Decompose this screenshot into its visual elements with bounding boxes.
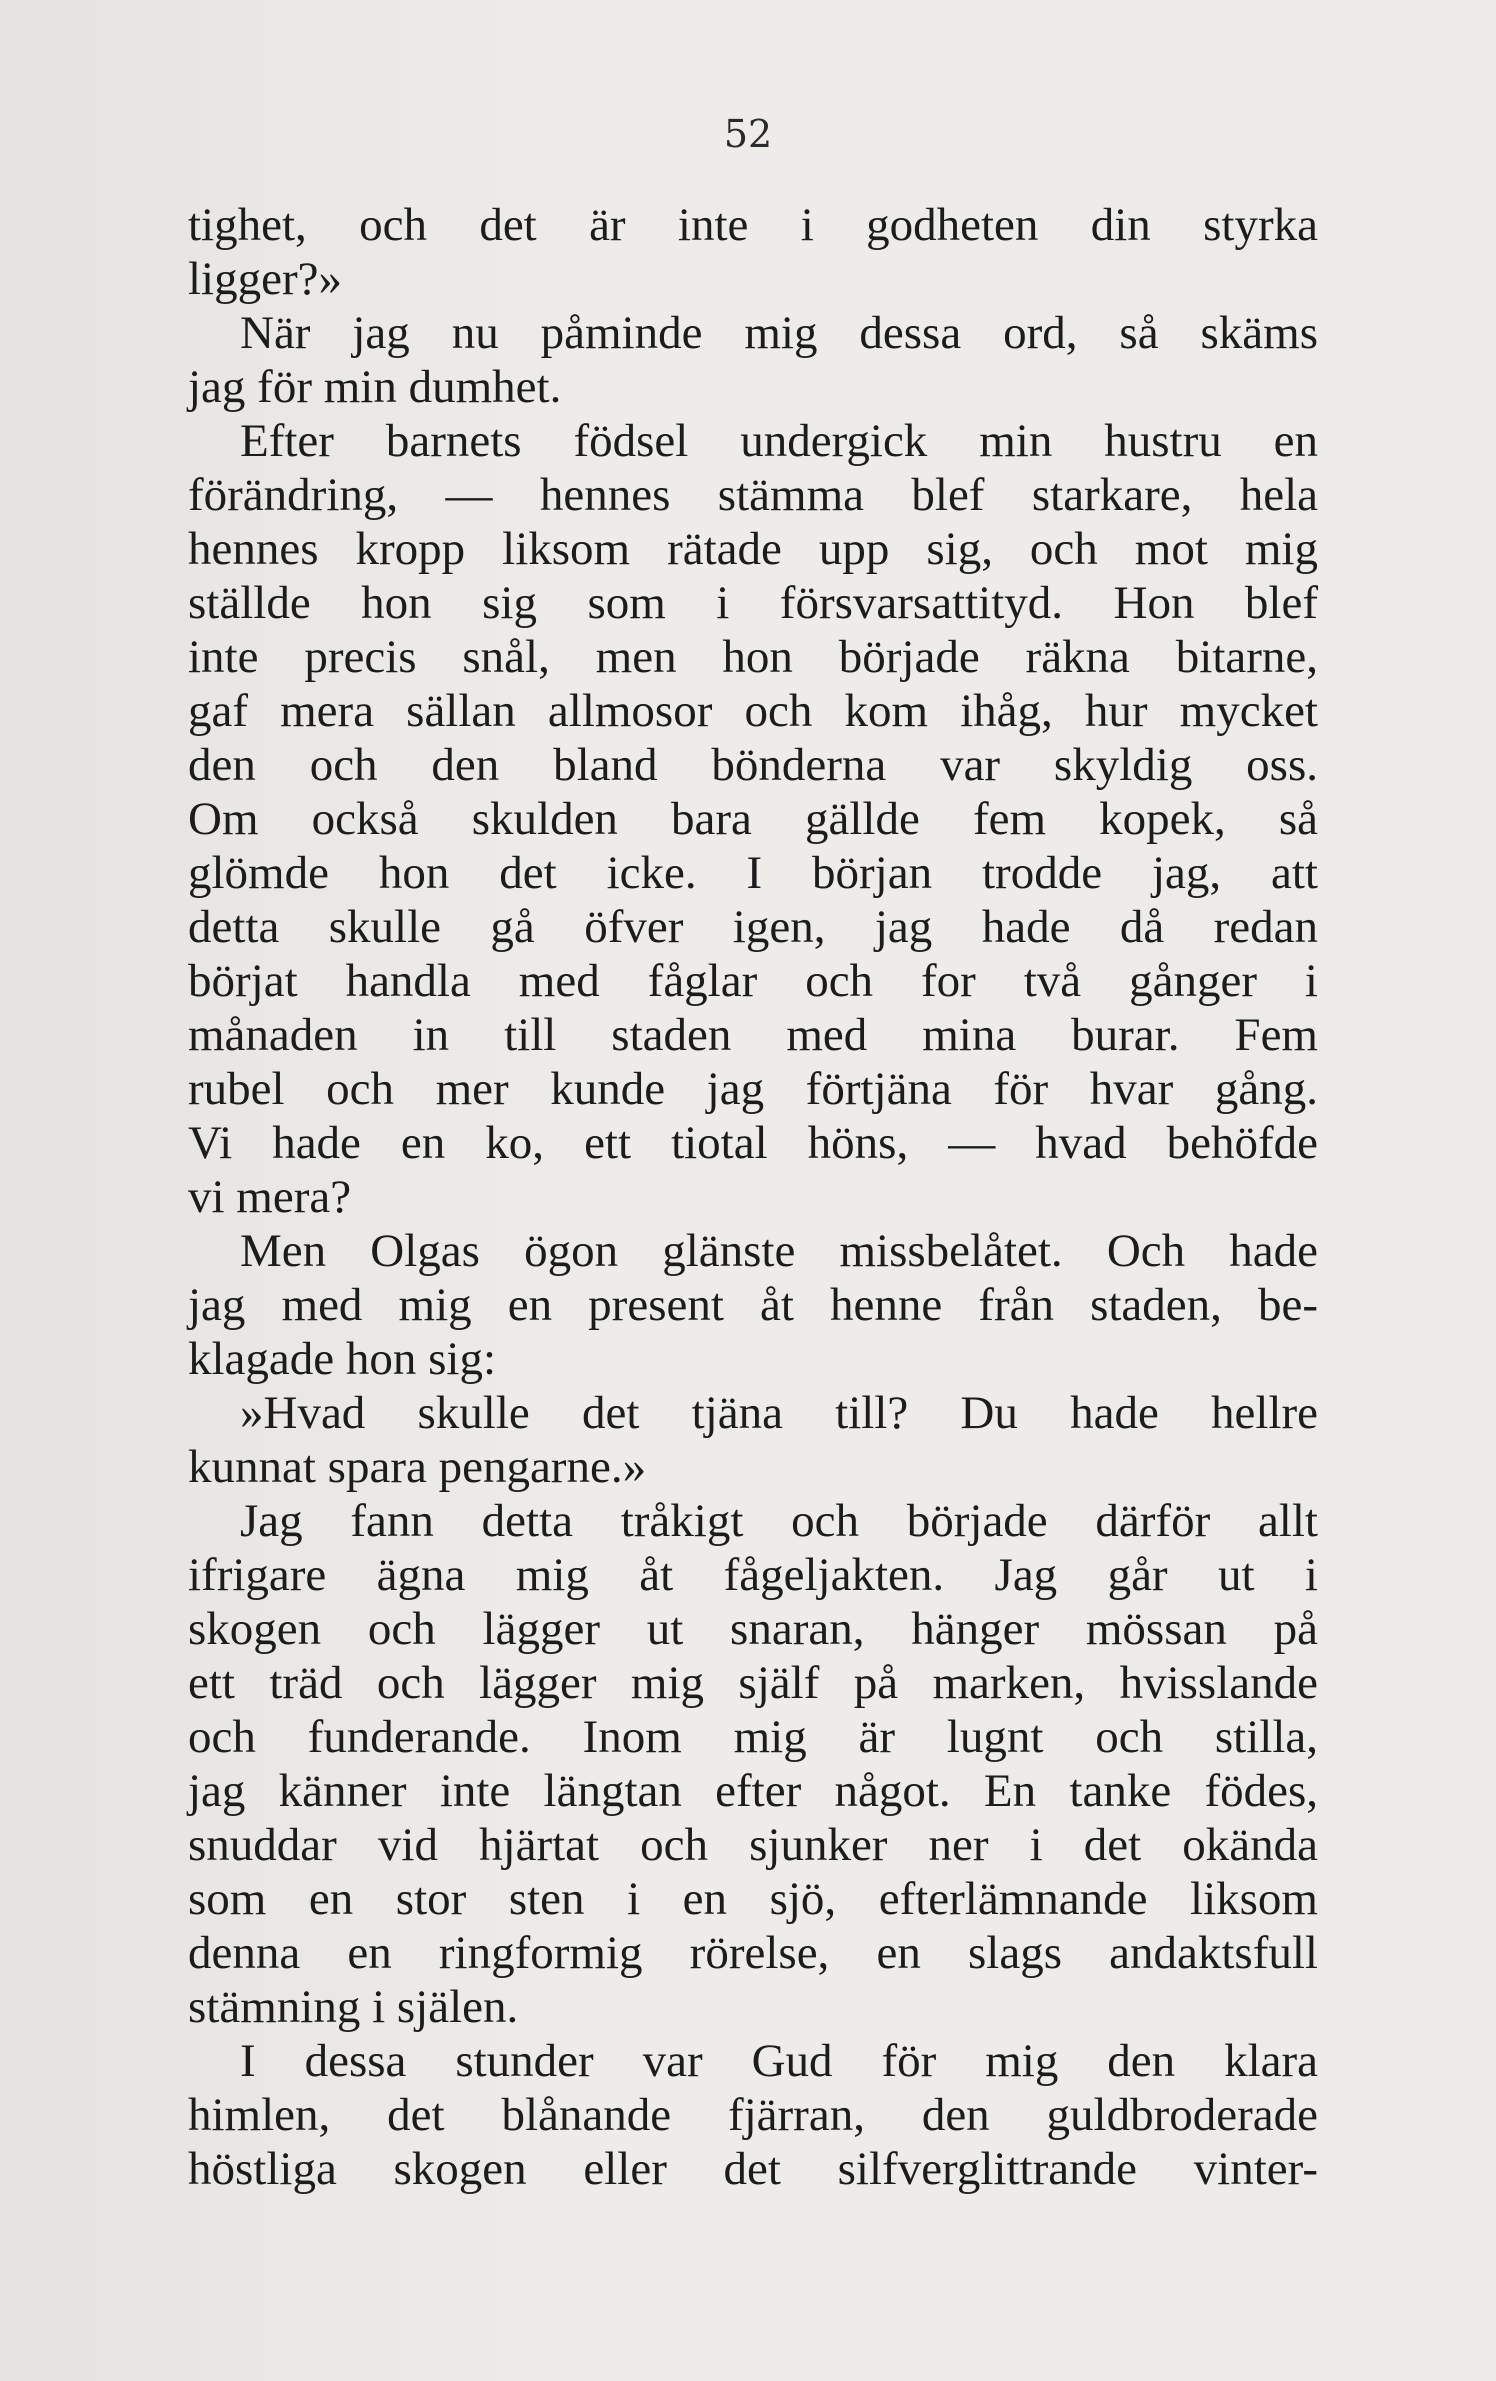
text-line: ligger?» [188, 253, 342, 305]
text-line: klagade hon sig: [188, 1333, 497, 1385]
text-line: ställde hon sig som i försvarsattityd. Hon blef [188, 577, 1318, 629]
text-line: inte precis snål, men hon började räkna bitarne, [188, 631, 1318, 683]
text-line: tighet, och det är inte i godheten din styrka [188, 199, 1318, 251]
text-line: jag med mig en present åt henne från staden, be- [188, 1279, 1318, 1331]
text-line: himlen, det blånande fjärran, den guldbroderade [188, 2089, 1318, 2141]
text-line: hennes kropp liksom rätade upp sig, och mot mig [188, 523, 1318, 575]
text-line: rubel och mer kunde jag förtjäna för hvar gång. [188, 1063, 1318, 1115]
body-text [188, 198, 1318, 2196]
text-line: skogen och lägger ut snaran, hänger mössan på [188, 1603, 1318, 1655]
text-line: Vi hade en ko, ett tiotal höns, — hvad behöfde [188, 1117, 1318, 1169]
text-line: gaf mera sällan allmosor och kom ihåg, hur mycket [188, 685, 1318, 737]
text-line: vi mera? [188, 1171, 352, 1223]
text-line: denna en ringformig rörelse, en slags andaktsfull [188, 1927, 1318, 1979]
text-line: jag känner inte längtan efter något. En tanke födes, [188, 1765, 1318, 1817]
text-line: stämning i själen. [188, 1981, 519, 2033]
text-line: den och den bland bönderna var skyldig oss. [188, 739, 1318, 791]
text-line: kunnat spara pengarne.» [188, 1441, 647, 1493]
text-line: månaden in till staden med mina burar. Fem [188, 1009, 1318, 1061]
text-line: ifrigare ägna mig åt fågeljakten. Jag går ut i [188, 1549, 1318, 1601]
text-line: jag för min dumhet. [188, 361, 562, 413]
text-line: som en stor sten i en sjö, efterlämnande liksom [188, 1873, 1318, 1925]
text-line: Men Olgas ögon glänste missbelåtet. Och hade [240, 1225, 1318, 1277]
text-line: Efter barnets födsel undergick min hustru en [240, 415, 1318, 467]
text-line: När jag nu påminde mig dessa ord, så skäms [240, 307, 1318, 359]
text-line: I dessa stunder var Gud för mig den klara [240, 2035, 1318, 2087]
text-line: Om också skulden bara gällde fem kopek, så [188, 793, 1318, 845]
text-line: detta skulle gå öfver igen, jag hade då redan [188, 901, 1318, 953]
text-line: Jag fann detta tråkigt och började därför allt [240, 1495, 1318, 1547]
text-line: börjat handla med fåglar och for två gånger i [188, 955, 1318, 1007]
text-line: och funderande. Inom mig är lugnt och stilla, [188, 1711, 1318, 1763]
text-line: »Hvad skulle det tjäna till? Du hade hellre [240, 1387, 1318, 1439]
text-line: glömde hon det icke. I början trodde jag, att [188, 847, 1318, 899]
text-line: höstliga skogen eller det silfverglittrande vinter- [188, 2143, 1318, 2195]
page-number: 52 [723, 112, 773, 156]
text-line: ett träd och lägger mig själf på marken, hvisslande [188, 1657, 1318, 1709]
text-line: förändring, — hennes stämma blef starkare, hela [188, 469, 1318, 521]
text-line: snuddar vid hjärtat och sjunker ner i det okända [188, 1819, 1318, 1871]
